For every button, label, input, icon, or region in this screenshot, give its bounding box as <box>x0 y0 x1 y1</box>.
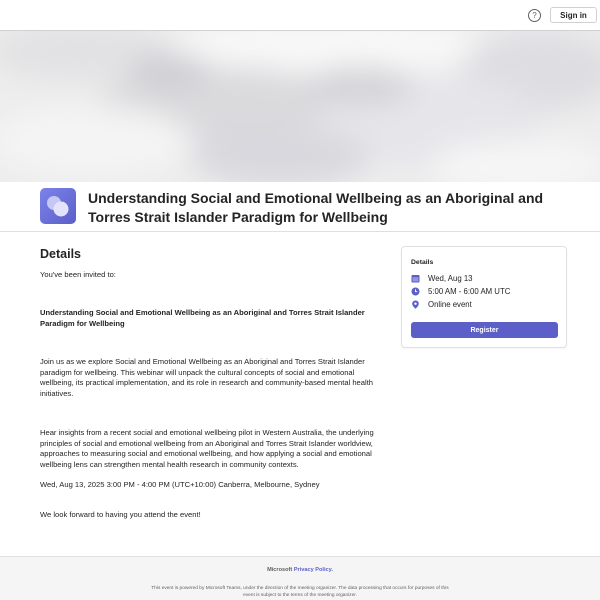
privacy-policy-link[interactable]: Privacy Policy. <box>293 567 333 573</box>
location-pin-icon <box>411 300 420 309</box>
card-title: Details <box>411 259 434 266</box>
calendar-icon <box>411 274 420 283</box>
card-time-row <box>411 286 510 297</box>
event-title-bold: Understanding Social and Emotional Wellbeing as an Aboriginal and Torres Strait Islander Paradigm for Wellbeing <box>40 308 365 328</box>
card-location-row <box>411 299 472 310</box>
event-details-card <box>401 246 567 348</box>
sign-in-button[interactable]: Sign in <box>550 7 597 23</box>
card-date: Wed, Aug 13 <box>428 274 473 283</box>
details-heading: Details <box>40 247 81 261</box>
closing-text: We look forward to having you attend the event! <box>40 510 201 519</box>
event-datetime: Wed, Aug 13, 2025 3:00 PM - 4:00 PM (UTC+10:00) Canberra, Melbourne, Sydney <box>40 480 320 489</box>
banner-pattern <box>0 31 600 182</box>
footer <box>0 556 600 600</box>
footer-brand: Microsoft <box>267 567 293 573</box>
event-banner <box>0 31 600 182</box>
invited-text: You've been invited to: <box>40 270 116 279</box>
event-title: Understanding Social and Emotional Wellbeing as an Aboriginal and Torres Strait Islander Paradigm for Wellbeing <box>88 190 544 225</box>
description-paragraph-2: Hear insights from a recent social and emotional wellbeing pilot in Western Australia, the underlying principles of social and emotional wellbeing from an Aboriginal and Torres Strait Islander worldview, approaches to measuring social and emotional wellbeing, and how applying a social and emotional wellbeing lens can strengthen mental health research in community contexts. <box>40 428 374 469</box>
privacy-line <box>0 567 600 573</box>
chat-bubbles-icon <box>40 188 76 224</box>
card-time: 5:00 AM - 6:00 AM UTC <box>428 287 511 296</box>
card-date-row <box>411 273 473 284</box>
register-button[interactable]: Register <box>411 322 558 338</box>
clock-icon <box>411 287 420 296</box>
footer-note: This event is powered by Microsoft Teams, under the direction of the meeting organizer. The data processing that occurs for purposes of this event is subject to the terms of the meeting organizer. <box>151 586 449 598</box>
event-header <box>0 182 600 232</box>
card-location: Online event <box>428 300 472 309</box>
top-bar <box>0 0 600 31</box>
help-icon[interactable]: ? <box>528 9 541 22</box>
description-paragraph-1: Join us as we explore Social and Emotional Wellbeing as an Aboriginal and Torres Strait Islander paradigm for wellbeing. This webinar will unpack the cultural concepts of social and emotional wellbeing, its practical implementation, and its role in research and community-based mental health initiatives. <box>40 357 374 398</box>
